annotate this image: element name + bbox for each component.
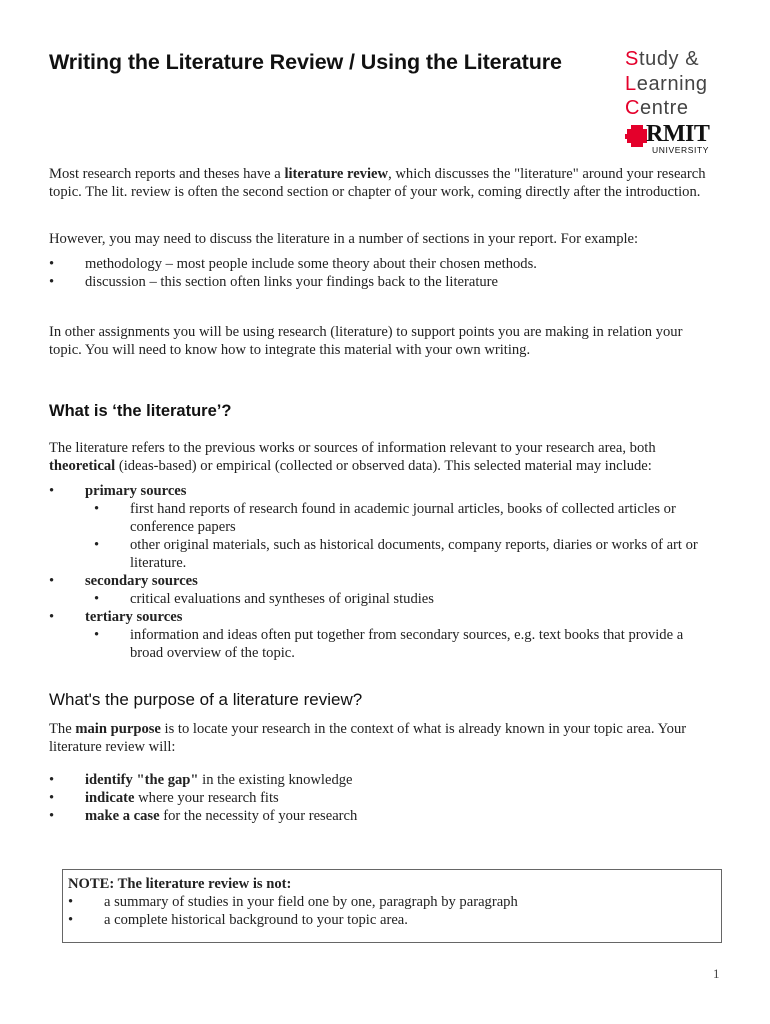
note-box <box>62 869 722 943</box>
list-item-primary: • primary sources <box>49 483 187 499</box>
logo-line-learning: Learning <box>625 72 708 95</box>
list-item-tertiary: • tertiary sources <box>49 609 183 625</box>
purpose-paragraph: The main purpose is to locate your research in the context of what is already known in your topic area. Your literature review will: • identify "the gap" in the existing knowledge • indicate where your research fits • make a case for the necessity of your research <box>49 720 709 825</box>
list-item: • indicate where your research fits <box>49 790 279 806</box>
heading-purpose: What's the purpose of a literature review? <box>49 690 363 709</box>
list-subitem: • critical evaluations and syntheses of original studies <box>94 591 434 607</box>
list-item: • discussion – this section often links your findings back to the literature <box>49 274 499 290</box>
literature-definition: The literature refers to the previous works or sources of information relevant to your research area, both theoretical (ideas-based) or empirical (collected or observed data). This selected material may include: • primary sources • first hand reports of research found in academic journal articles, books of collected articles or conference papers • other original materials, such as historical documents, company reports, diaries or works of art or literature. • secondary sources • critical evaluations and syntheses of original studies • tertiary sources • information and ideas often put together from secondary sources, e.g. text books that provide a broad overview of the topic. <box>49 439 709 662</box>
page-number: 1 <box>713 966 720 981</box>
logo-line-centre: Centre <box>625 97 689 119</box>
heading-what-is-literature: What is ‘the literature’? <box>49 402 232 420</box>
intro-bullet-list <box>49 255 709 291</box>
list-subitem: • first hand reports of research found in academic journal articles, books of collected articles or conference papers <box>94 501 676 535</box>
intro-paragraph: Most research reports and theses have a literature review, which discusses the "literature" around your research topic. The lit. review is often the second section or chapter of your work, coming directly after the introduction. <box>49 166 706 200</box>
study-learning-centre-logo <box>625 47 745 155</box>
rmit-logo <box>625 120 745 155</box>
rmit-wordmark: RMIT <box>646 120 710 147</box>
list-item: • identify "the gap" in the existing knowledge <box>49 772 353 788</box>
rmit-university-label: UNIVERSITY <box>652 144 710 155</box>
purpose-list <box>49 771 709 825</box>
sources-list <box>49 482 709 662</box>
list-item: • a complete historical background to your topic area. <box>68 912 408 928</box>
list-item: • a summary of studies in your field one by one, paragraph by paragraph <box>68 894 518 910</box>
list-subitem: • other original materials, such as historical documents, company reports, diaries or works of art or literature. <box>94 537 698 571</box>
list-item: • methodology – most people include some theory about their chosen methods. <box>49 256 537 272</box>
list-subitem: • information and ideas often put together from secondary sources, e.g. text books that provide a broad overview of the topic. <box>94 627 684 661</box>
document-title: Writing the Literature Review / Using the Literature <box>49 50 562 74</box>
logo-line-study: Study & <box>625 48 700 70</box>
assignments-paragraph: In other assignments you will be using research (literature) to support points you are making in relation your topic. You will need to know how to integrate this material with your own writing. <box>49 324 683 358</box>
intro-sections-paragraph: However, you may need to discuss the literature in a number of sections in your report. For example: • methodology – most people include some theory about their chosen methods. • discussion – this section often links your findings back to the literature <box>49 230 709 291</box>
list-item-secondary: • secondary sources <box>49 573 198 589</box>
note-heading: NOTE: The literature review is not: <box>68 876 292 892</box>
list-item: • make a case for the necessity of your research <box>49 808 358 824</box>
